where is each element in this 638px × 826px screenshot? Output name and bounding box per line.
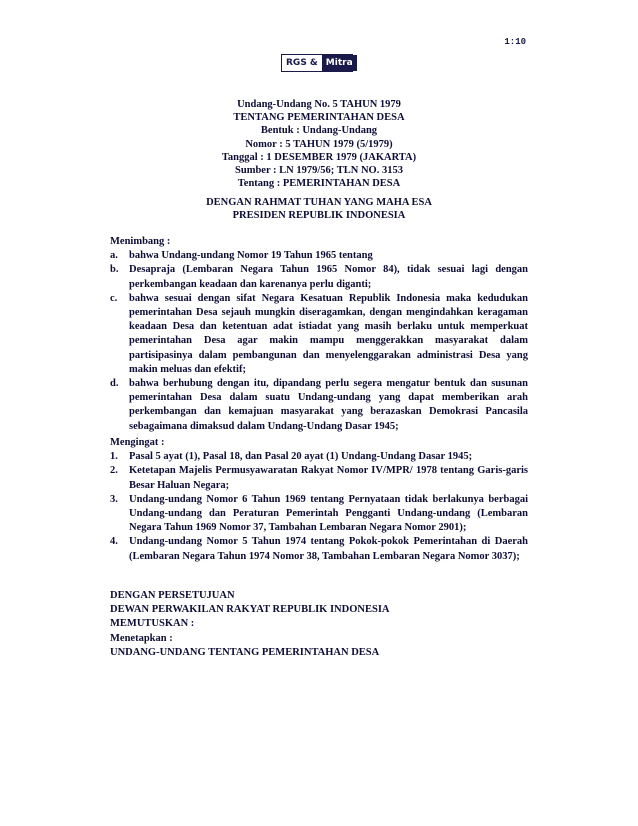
item-text: Pasal 5 ayat (1), Pasal 18, dan Pasal 20 ayat (1) Undang-Undang Dasar 1945;: [129, 451, 473, 463]
item-text: bahwa sesuai dengan sifat Negara Kesatuan Republik Indonesia maka kedudukan pemerintahan Desa sejauh mungkin diseragamkan, dengan mengindahkan keragaman keadaan Desa dan ketentuan adat istiadat yang masih berlaku untuk memperkuat pemerintahan Desa agar makin mampu menggerakkan masyarakat dalam partisipasinya dalam pembangunan dan menyelenggarakan administrasi Desa yang makin meluas dan efektif;: [129, 292, 528, 375]
item-marker: d.: [110, 378, 119, 390]
item-text: Undang-undang Nomor 5 Tahun 1974 tentang Pokok-pokok Pemerintahan di Daerah (Lembaran Negara Tahun 1974 Nomor 38, Tambahan Lembaran Negara Nomor 3037);: [129, 536, 528, 562]
list-item: [110, 377, 528, 434]
list-item: [110, 292, 528, 377]
item-text: Ketetapan Majelis Permusyawaratan Rakyat Nomor IV/MPR/ 1978 tentang Garis-garis Besar Haluan Negara;: [129, 465, 528, 491]
item-marker: 4.: [110, 536, 118, 548]
item-marker: c.: [110, 292, 118, 304]
list-item: [110, 450, 528, 464]
mengingat-section: [110, 436, 528, 564]
item-marker: b.: [110, 264, 119, 276]
item-marker: 3.: [110, 493, 118, 505]
item-marker: 2.: [110, 465, 118, 477]
header-line: Sumber : LN 1979/56; TLN NO. 3153: [235, 165, 403, 177]
header-line: Nomor : 5 TAHUN 1979 (5/1979): [245, 138, 393, 150]
list-item: [110, 493, 528, 536]
item-text: Desapraja (Lembaran Negara Tahun 1965 Nomor 84), tidak sesuai lagi dengan perkembangan keadaan dan karenanya perlu diganti;: [129, 264, 528, 290]
closing-line: DENGAN PERSETUJUAN: [110, 590, 235, 601]
closing-section: [110, 589, 390, 660]
list-item: [110, 464, 528, 492]
closing-line: DEWAN PERWAKILAN RAKYAT REPUBLIK INDONESIA: [110, 604, 390, 616]
list-item: [110, 249, 528, 263]
logo-left-text: RGS &: [286, 58, 318, 68]
list-item: [110, 263, 528, 291]
mengingat-title: Mengingat :: [110, 437, 165, 448]
header-line: Tanggal : 1 DESEMBER 1979 (JAKARTA): [221, 151, 417, 163]
closing-line: Menetapkan :: [110, 632, 173, 644]
header-line: Bentuk : Undang-Undang: [260, 125, 378, 137]
preamble: [0, 196, 638, 222]
menimbang-list: [110, 249, 528, 434]
item-text: bahwa Undang-undang Nomor 19 Tahun 1965 tentang: [129, 250, 373, 262]
item-text: Undang-undang Nomor 6 Tahun 1969 tentang Pernyataan tidak berlakunya berbagai Undang-undang dan Peraturan Pemerintah Pengganti Undang-undang (Lembaran Negara Tahun 1969 Nomor 37, Tambahan Lembaran Negara Nomor 2901);: [129, 493, 528, 534]
publisher-logo: [281, 54, 353, 72]
item-marker: a.: [110, 250, 118, 262]
preamble-line: PRESIDEN REPUBLIK INDONESIA: [232, 210, 406, 221]
menimbang-title: Menimbang :: [110, 236, 171, 247]
page-number: 1:10: [504, 37, 526, 47]
document-header: [0, 98, 638, 190]
closing-line: MEMUTUSKAN :: [110, 618, 195, 630]
preamble-line: DENGAN RAHMAT TUHAN YANG MAHA ESA: [206, 197, 432, 208]
header-line: TENTANG PEMERINTAHAN DESA: [233, 112, 405, 124]
header-line: Undang-Undang No. 5 TAHUN 1979: [237, 99, 401, 110]
item-marker: 1.: [110, 451, 118, 463]
menimbang-section: [110, 235, 528, 434]
list-item: [110, 535, 528, 563]
logo-right-text: Mitra: [322, 55, 357, 71]
closing-line: UNDANG-UNDANG TENTANG PEMERINTAHAN DESA: [110, 646, 380, 658]
mengingat-list: [110, 450, 528, 564]
item-text: bahwa berhubung dengan itu, dipandang perlu segera mengatur bentuk dan susunan pemerintahan Desa dalam suatu Undang-undang yang dapat memberikan arah perkembangan dan kemajuan masyarakat yang berazaskan Demokrasi Pancasila sebagaimana dimaksud dalam Undang-Undang Dasar 1945;: [129, 378, 528, 432]
header-line: Tentang : PEMERINTAHAN DESA: [237, 178, 401, 190]
